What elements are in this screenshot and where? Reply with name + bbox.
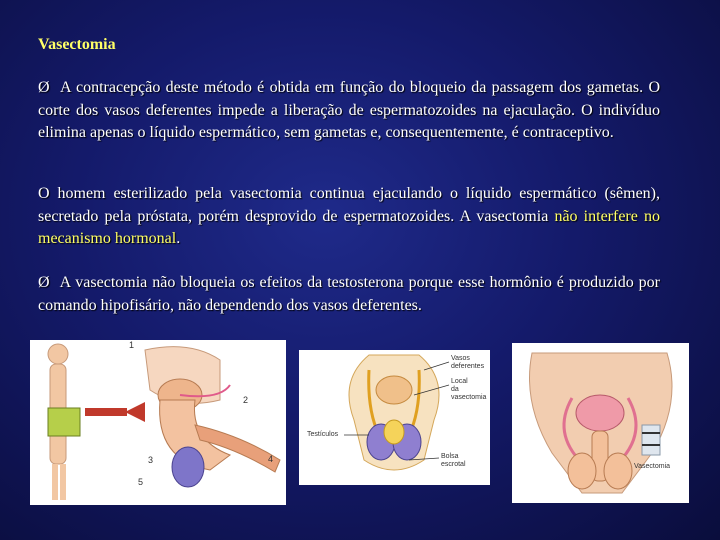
paragraph-text: A vasectomia não bloqueia os efeitos da testosterona porque esse hormônio é produzido por comando hipofisário, não dependendo dos vasos deferentes. [38, 274, 661, 314]
body-silhouette-icon [48, 344, 80, 500]
fig2-label-bolsa: Bolsa [441, 453, 459, 460]
paragraph-contraception [38, 77, 660, 145]
fig1-label-3: 3 [148, 455, 154, 465]
fig1-label-1: 1 [129, 340, 135, 350]
paragraph-text: O homem esterilizado pela vasectomia continua ejaculando o líquido espermático (sêmen), secretado pela próstata, porém desprovido de espermatozoides. A vasectomia [38, 185, 660, 225]
arrow-bullet-icon: Ø [38, 274, 50, 291]
arrow-bullet-icon: Ø [38, 79, 50, 96]
fig1-label-4: 4 [268, 454, 274, 464]
fig2-label-local: Local [451, 378, 468, 385]
vasectomy-location-image [299, 350, 490, 485]
fig2-label-testiculos: Testículos [307, 431, 339, 438]
fig1-label-5: 5 [138, 477, 144, 487]
paragraph-testosterone [38, 272, 660, 317]
fig2-label-da: da [451, 386, 459, 393]
vasectomy-frontal-image [512, 343, 689, 503]
fig2-label-escrotal: escrotal [441, 461, 466, 468]
highlight-text: não interfere no mecanismo hormonal [38, 207, 660, 247]
fig3-label-vasectomia: Vasectomia [634, 463, 671, 470]
paragraph-text: A contracepção deste método é obtida em função do bloqueio da passagem dos gametas. O corte dos vasos deferentes impede a liberação de espermatozoides na ejaculação. O indivíduo elimina apenas o líquido espermático, sem gametas e, consequentemente, é contraceptivo. [38, 79, 660, 141]
fig2-label-vasos: Vasos [451, 355, 470, 362]
fig2-label-vasectomia: vasectomia [451, 394, 487, 401]
anatomy-side-view-image [30, 340, 286, 505]
slide-title: Vasectomia [38, 36, 116, 53]
fig1-label-2: 2 [243, 395, 249, 405]
paragraph-end: . [176, 230, 181, 247]
paragraph-sterilized-man [38, 183, 660, 251]
fig2-label-deferentes: deferentes [451, 363, 485, 370]
